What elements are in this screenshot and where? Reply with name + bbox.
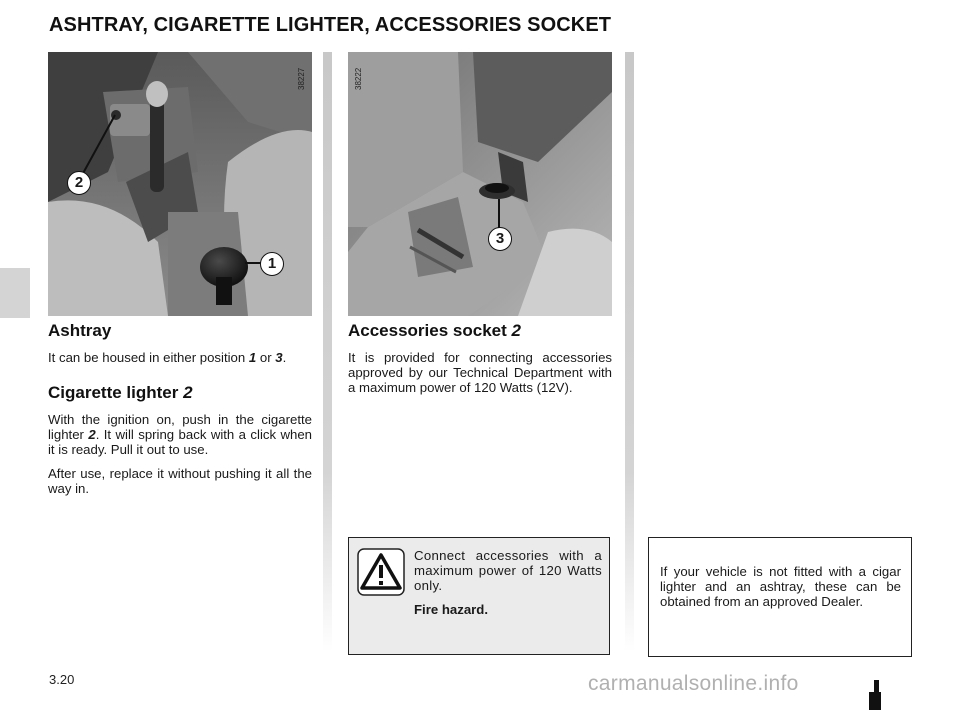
- callout-3-marker: 3: [488, 227, 512, 251]
- photo-rear-floor-socket: [348, 52, 612, 316]
- column-divider-left: [323, 52, 332, 652]
- warning-hazard: Fire hazard.: [414, 602, 489, 617]
- corner-mark-base: [869, 692, 881, 710]
- warning-text: [414, 548, 602, 626]
- page-number: 3.20: [49, 672, 75, 687]
- note-text: If your vehicle is not fitted with a cigar lighter and an ashtray, these can be obtained from an approved Dealer.: [660, 564, 901, 609]
- warning-triangle-icon: [357, 548, 405, 596]
- page-title: ASHTRAY, CIGARETTE LIGHTER, ACCESSORIES SOCKET: [49, 14, 612, 36]
- left-column: [48, 321, 312, 505]
- socket-heading: Accessories socket 2: [348, 321, 521, 340]
- section-tab: [0, 268, 30, 318]
- lighter-heading: Cigarette lighter 2: [48, 383, 193, 402]
- note-box: [648, 537, 912, 657]
- warning-message: Connect accessories with a maximum power of 120 Watts only.: [414, 548, 602, 593]
- ashtray-body: It can be housed in either position 1 or 3.: [48, 350, 287, 365]
- middle-column: [348, 321, 612, 404]
- lighter-body-1: With the ignition on, push in the cigarette lighter 2. It will spring back with a click when it is ready. Pull it out to use.: [48, 412, 313, 457]
- watermark: carmanualsonline.info: [588, 672, 799, 695]
- lighter-body-2: After use, replace it without pushing it all the way in.: [48, 466, 312, 496]
- warning-box: [348, 537, 610, 655]
- socket-body: It is provided for connecting accessories approved by our Technical Department with a maximum power of 120 Watts (12V).: [348, 350, 612, 395]
- callout-2-marker: 2: [67, 171, 91, 195]
- column-divider-right: [625, 52, 634, 652]
- photo-reference-code: 38227: [297, 67, 306, 90]
- photo-reference-code: 38222: [354, 67, 363, 90]
- callout-1-marker: 1: [260, 252, 284, 276]
- ashtray-heading: Ashtray: [48, 321, 112, 340]
